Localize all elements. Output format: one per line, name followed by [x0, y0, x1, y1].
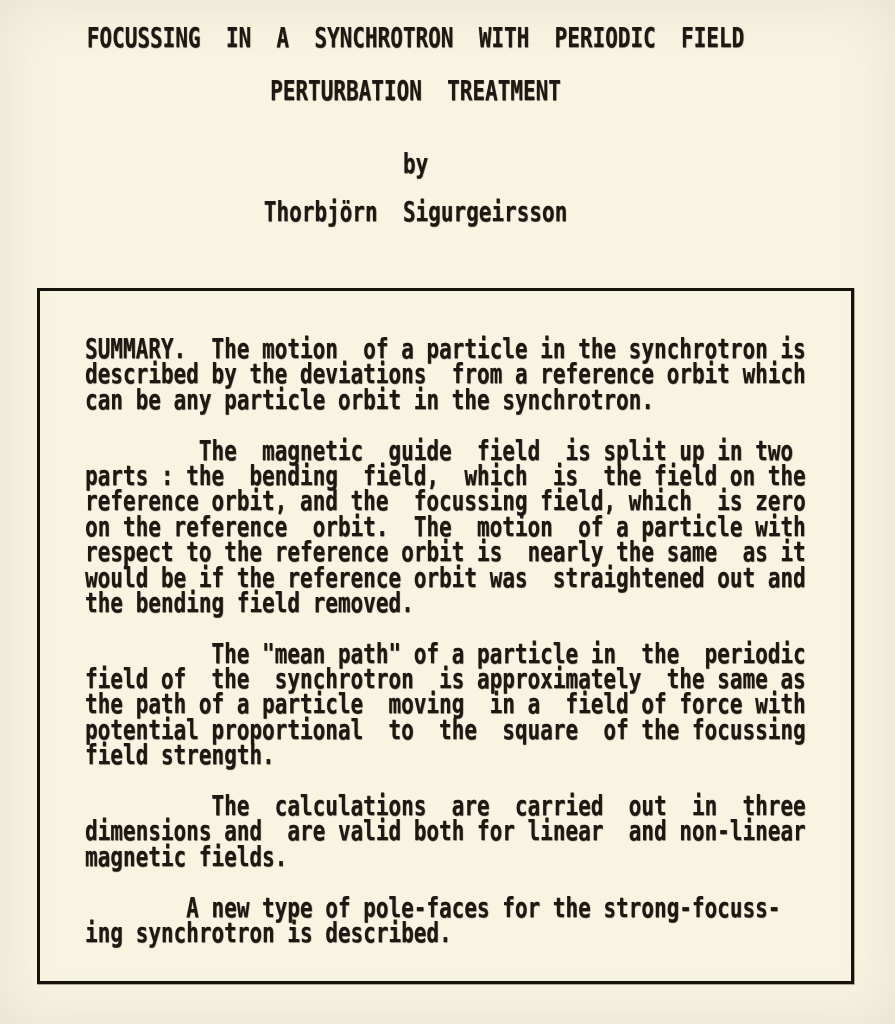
text-line: The calculations are carried out in three: [85, 790, 806, 822]
summary-paragraph: [85, 333, 806, 416]
paper-title-line-1: FOCUSSING IN A SYNCHROTRON WITH PERIODIC FIELD: [86, 22, 745, 54]
author-name: Thorbjörn Sigurgeirsson: [263, 196, 568, 228]
text-line: respect to the reference orbit is nearly the same as it: [85, 536, 806, 568]
text-line: A new type of pole-faces for the strong-focuss-: [85, 891, 781, 923]
text-line: parts : the bending field, which is the field on the: [85, 460, 806, 492]
summary-paragraph: [85, 790, 806, 873]
title-block: [0, 0, 831, 260]
text-line: potential proportional to the square of the focussing: [85, 714, 806, 746]
text-line: The "mean path" of a particle in the periodic: [85, 637, 806, 670]
summary-border-box: [37, 288, 854, 984]
text-line: described by the deviations from a reference orbit which: [85, 358, 806, 390]
summary-paragraph: [85, 434, 806, 619]
text-line: field of the synchrotron is approximately the same as: [85, 663, 806, 695]
text-line: SUMMARY. The motion of a particle in the synchrotron is: [85, 333, 806, 365]
text-line: the path of a particle moving in a field of force with: [85, 688, 806, 720]
text-line: on the reference orbit. The motion of a particle with: [85, 510, 806, 543]
text-line: magnetic fields.: [85, 841, 288, 873]
summary-paragraph: [85, 891, 806, 949]
text-line: the bending field removed.: [85, 587, 414, 619]
paper-title-line-2: PERTURBATION TREATMENT: [270, 75, 561, 107]
summary-paragraph: [85, 637, 806, 771]
text-line: can be any particle orbit in the synchrotron.: [85, 383, 654, 416]
text-line: The magnetic guide field is split up in two: [85, 434, 794, 466]
byline: by: [402, 148, 429, 180]
summary-text: [85, 333, 806, 949]
text-line: dimensions and are valid both for linear and non-linear: [85, 815, 806, 847]
text-line: reference orbit, and the focussing field, which is zero: [85, 485, 806, 517]
text-line: ing synchrotron is described.: [85, 917, 452, 949]
text-line: field strength.: [85, 739, 275, 771]
text-line: would be if the reference orbit was straightened out and: [85, 561, 806, 593]
